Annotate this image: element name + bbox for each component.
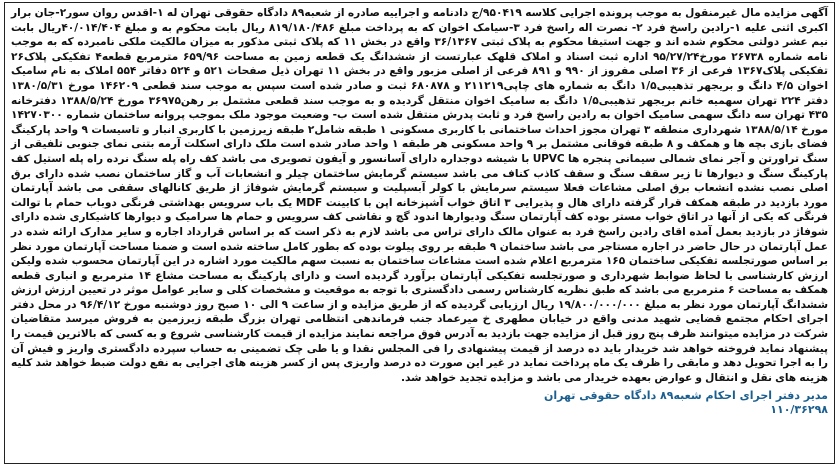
notice-reference-number: ۱۱۰/۳۶۲۹۸ <box>770 403 828 417</box>
auction-notice <box>4 2 835 464</box>
notice-signature: مدیر دفتر اجرای احکام شعبه۸۹ دادگاه حقوقی تهران <box>544 389 828 403</box>
reference-wrapper <box>11 403 828 417</box>
notice-body-text: آگهی مزایده مال غیرمنقول به موجب پرونده اجرایی کلاسه ۹۵۰۴۱۹/ج دادنامه و اجراییه صادره از شعبه۸۹ دادگاه حقوقی تهران له ۱-اقدس روان سور۲-جان برار اکبری اثنی علیه ۱-رادین راسخ فرد ۲- نصرت اله راسخ فرد ۳-سیامک اخوان که به پرداخت مبلغ ۸۱۹/۱۸۰/۴۸۶ ریال بابت محکوم به و مبلغ ۴۰/۰۱۴/۴۰۴ریال بابت نیم عشر دولتی محکوم شده اند و جهت استیفا محکوم به پلاک ثبتی ۳۶/۱۳۶۷ واقع در بخش ۱۱ که پلاک ثبتی مذکور به میزان مالکیت ملکی نامبرده که به موجب نامه شماره ۲۶۷۳۸ مورخ۹۵/۲۷/۲۴ اداره ثبت اسناد و املاک قلهک عبارتست از ششدانگ یک قطعه زمین به مساحت ۶۵۹/۹۶ مترمربع قطعه۴ تفکیکی پلاک۲۶ تفکیکی پلاک۱۳۶۷ فرعی از ۳۶ اصلی مفروز از ۹۹۰ و ۸۹۱ فرعی از اصلی مزبور واقع در بخش ۱۱ تهران ذیل صفحات ۵۲۱ و ۵۲۴ دفاتر ۵۵۴ املاک به نام سامیک اخوان ۴/۵ دانگ و بریجهر تذهیبی۱/۵ دانگ به شماره های چاپی۲۱۱۲۱۹ و ۶۸۰۸۷۸ ثبت و صادر شده است سپس به موجب سند قطعی ۱۴۶۲۰۹ مورخ ۱۳۸۰/۵/۳۱ دفتر ۲۲۴ تهران سهمیه خانم بریجهر تذهیبی۱/۵ دانگ به سامیک اخوان منتقل گردیده و به موجب سند قطعی مشتمل بر رهن۳۶۹۷۵ مورخ ۱۳۸۸/۵/۲۴ دفترخانه ۴۳۵ تهران سه دانگ سهمی سامیک اخوان به رادین راسخ فرد و ثابت پدرش منتقل شده است ب- وضعیت موجود ملک بموجب پروانه ساختمان شماره ۱۴۲۷۰۳۰۰ مورخ ۱۳۸۸/۵/۱۴ شهرداری منطقه ۳ تهران مجوز احداث ساختمانی با کاربری مسکونی ۱ طبقه شامل۲ طبقه زیرزمین با کاربری انبار و تاسیسات ۹ واحد پارکینگ فضای بازی بچه ها و همکف و ۸ طبقه فوقانی مشتمل بر ۹ واحد مسکونی هر طبقه ۱ واحد صادر شده است ملک دارای اسکلت آرمه بتنی نمای جنوبی تلفیقی از سنگ تراورتن و آجر نمای شمالی سیمانی پنجره ها UPVC با شیشه دوجداره دارای آسانسور و آیفون تصویری می باشد کف راه پله سنگ نرده راه پله استیل کف پارکینگ سنگ و دیوارها تا زیر سقف سنگ و سقف کاذب کناف می باشد سیستم گرمایش ساختمان چیلر و انشعابات آب و گاز ساختمان نصب شده دارای برق اصلی نصب نشده انشعاب برق اصلی مشاعات فعلا سیستم سرمایش با کولر آبسپلیت و سیستم گرمایش شوفاژ از طریق کانالهای سقفی می باشد آپارتمان مورد بازدید در طبقه همکف قرار گرفته دارای هال و پذیرایی ۳ اتاق خواب آشپزخانه اپن با کابینت MDF یک باب سرویس بهداشتی فرنگی دوباب حمام با توالت فرنگی که یکی از آنها در اتاق خواب مستر بوده کف آپارتمان سنگ ودیوارها اندود گچ و نقاشی کف سرویس و حمام ها سرامیک و دیوارها کاشیکاری شده دارای شوفاژ در بازدید بعمل آمده اقای رادین راسخ فرد به عنوان مالک دارای تراس می باشد لازم به ذکر است که بر اساس قرارداد اجاره و سایر مدارک ارائه شده در عمل آپارتمان در حال حاضر در اجاره مستاجر می باشد ساختمان ۹ طبقه بر روی پیلوت بوده که بطور کامل ساخته شده است و ضمنا مساحت آپارتمان مورد نظر بر اساس صورتجلسه تفکیکی ساختمان ۱۶۵ مترمربع اعلام شده است مشاعات ساختمان به نسبت سهم مالکیت مورد اشاره در این آپارتمان محسوب شده ولیکن ارزش کارشناسی با لحاظ ضوابط شهرداری و صورتجلسه تفکیکی آپارتمان برآورد گردیده است و دارای پارکینگ به مساحت مشاع ۱۴ مترمربع و انباری قطعه همکف به مساحت ۶ مترمربع می باشد که طبق نظریه کارشناس رسمی دادگستری با توجه به موقعیت و مشخصات کلی و سایر عوامل موثر در تعیین ارزش ارزش ششدانگ آپارتمان مورد نظر به مبلغ ۱۹/۸۰۰/۰۰۰/۰۰۰ ریال ارزیابی گردیده که از طریق مزایده و از ساعت ۹ الی ۱۰ صبح روز دوشنبه مورخ ۹۶/۴/۱۲ در محل دفتر اجرای احکام مجتمع قضایی شهید مدنی واقع در خیابان مطهری خ میرعماد جنب فرماندهی انتظامی تهران بزرگ طبقه زیرزمین به فروش میرسد متقاضیان شرکت در مزایده میتوانند ظرف پنج روز قبل از مزایده جهت بازدید به آدرس فوق مراجعه نمایند مزایده از قیمت کارشناسی شروع و به کسی که بالاترین قیمت را پیشنهاد نماید فروخته خواهد شد خریدار باید ده درصد از قیمت پیشنهادی را فی المجلس نقدا و یا طی چک تضمینی به حساب سپرده دادگستری واریز و فیش آن را به اجرا تحویل دهد و مابقی را ظرف یک ماه پرداخت نماید در غیر این صورت ده درصد واریزی پس از کسر هزینه های اجرایی به نفع دولت ضبط خواهد شد کلیه هزینه های نقل و انتقال و عوارض بعهده خریدار می باشد و مزایده تجدید خواهد شد. <box>11 7 829 384</box>
